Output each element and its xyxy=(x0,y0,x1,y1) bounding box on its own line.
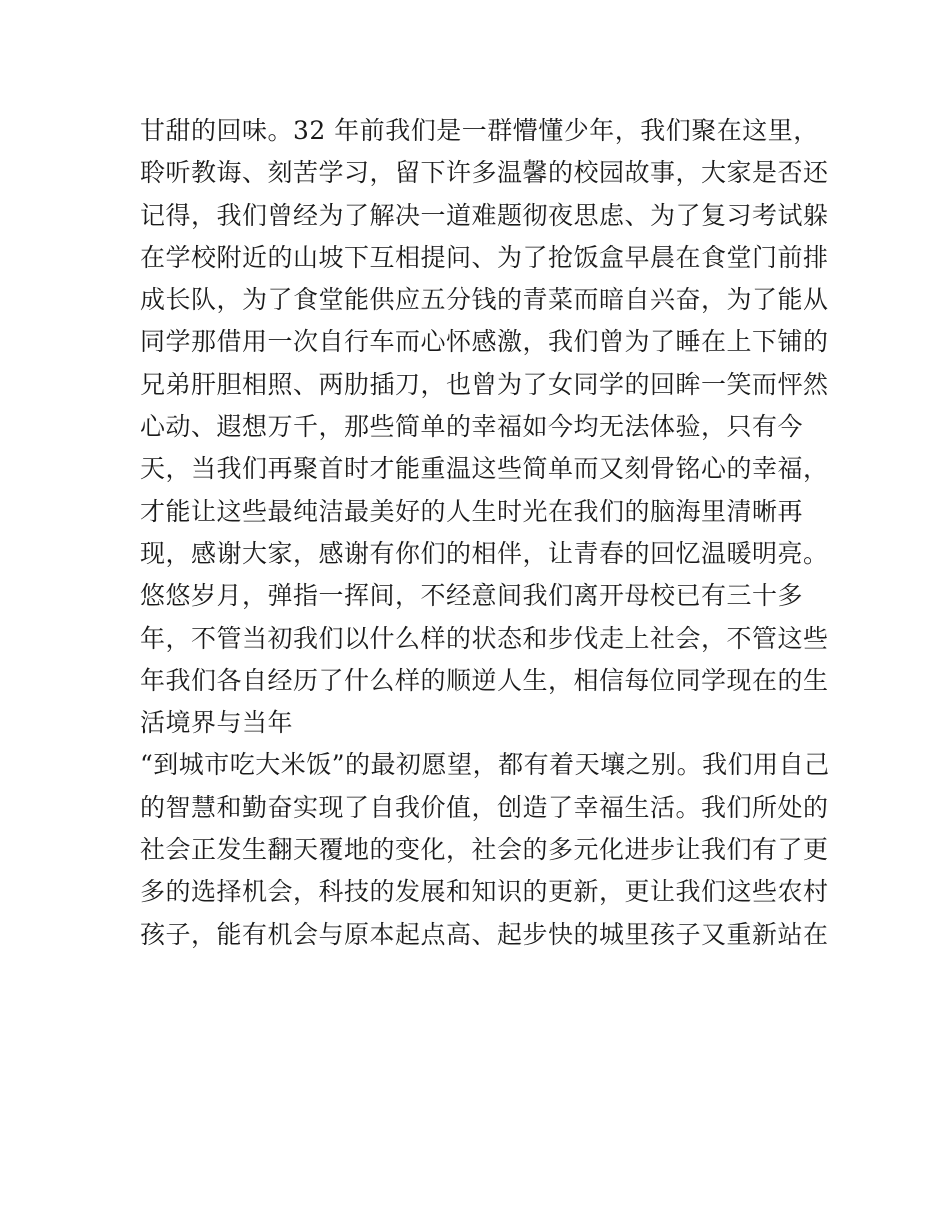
text-line: 同学那借用一次自行车而心怀感激，我们曾为了睡在上下铺的 xyxy=(140,327,829,357)
text-line: “到城市吃大米饭”的最初愿望，都有着天壤之别。我们用自己 xyxy=(140,750,830,780)
text-line: 才能让这些最纯洁最美好的人生时光在我们的脑海里清晰再 xyxy=(140,496,804,526)
text-line: 现，感谢大家，感谢有你们的相伴，让青春的回忆温暖明亮。 xyxy=(140,538,829,568)
text-line: 心动、遐想万千，那些简单的幸福如今均无法体验，只有今 xyxy=(140,412,804,442)
text-line: 成长队，为了食堂能供应五分钱的青菜而暗自兴奋，为了能从 xyxy=(140,285,829,315)
text-line: 的智慧和勤奋实现了自我价值，创造了幸福生活。我们所处的 xyxy=(140,792,829,822)
body-text xyxy=(140,110,830,956)
text-line: 孩子，能有机会与原本起点高、起步快的城里孩子又重新站在 xyxy=(140,919,829,949)
text-line: 年，不管当初我们以什么样的状态和步伐走上社会，不管这些 xyxy=(140,623,829,653)
text-line: 聆听教诲、刻苦学习，留下许多温馨的校园故事，大家是否还 xyxy=(140,158,829,188)
text-line: 甘甜的回味。32 年前我们是一群懵懂少年，我们聚在这里， xyxy=(140,116,819,145)
text-line: 记得，我们曾经为了解决一道难题彻夜思虑、为了复习考试躲 xyxy=(140,200,829,230)
text-line: 天，当我们再聚首时才能重温这些简单而又刻骨铭心的幸福， xyxy=(140,454,829,484)
text-line: 在学校附近的山坡下互相提问、为了抢饭盒早晨在食堂门前排 xyxy=(140,242,829,272)
text-line: 悠悠岁月，弹指一挥间，不经意间我们离开母校已有三十多 xyxy=(140,581,804,611)
text-line: 兄弟肝胆相照、两肋插刀，也曾为了女同学的回眸一笑而怦然 xyxy=(140,369,829,399)
text-line: 活境界与当年 xyxy=(140,708,294,738)
text-line: 多的选择机会，科技的发展和知识的更新，更让我们这些农村 xyxy=(140,877,829,907)
text-line: 年我们各自经历了什么样的顺逆人生，相信每位同学现在的生 xyxy=(140,665,829,695)
text-line: 社会正发生翻天覆地的变化，社会的多元化进步让我们有了更 xyxy=(140,835,829,865)
